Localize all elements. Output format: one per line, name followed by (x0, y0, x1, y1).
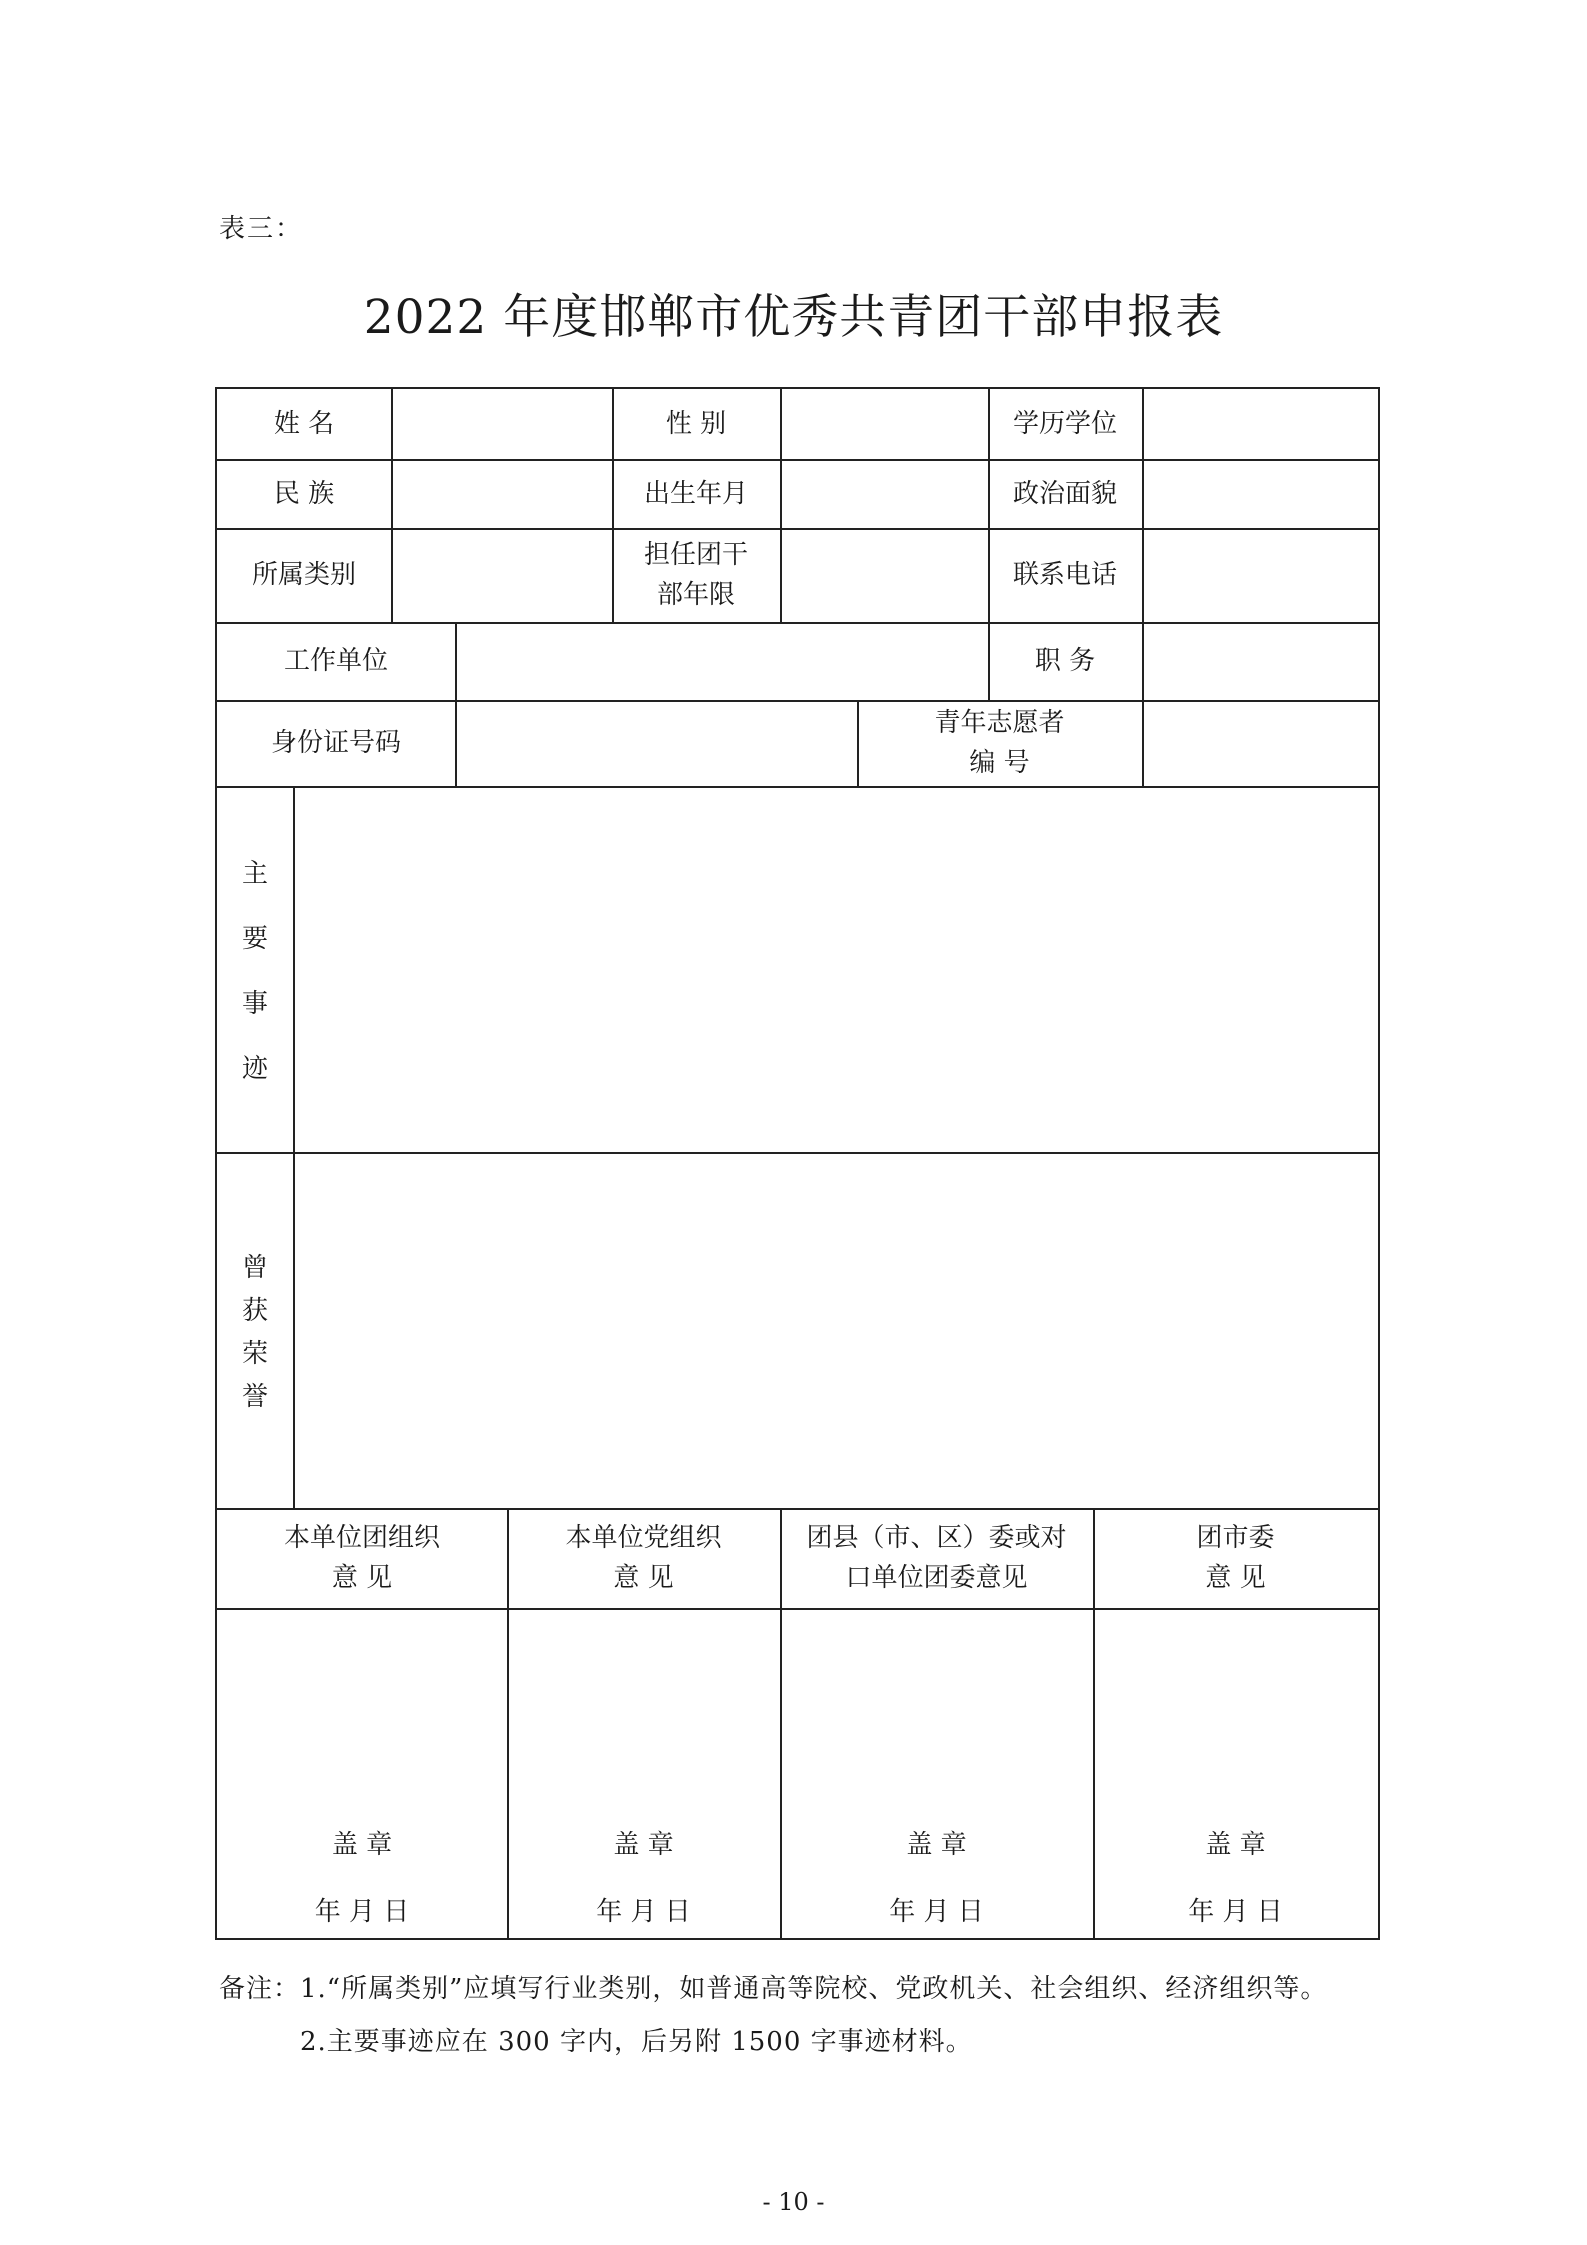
city-committee-opinion-box[interactable] (1093, 1608, 1378, 1938)
main-deeds-field[interactable] (293, 786, 1378, 1152)
party-org-opinion-header: 本单位党组织 意 见 (565, 1523, 722, 1593)
id-number-label: 身份证号码 (270, 728, 401, 758)
name-label: 姓 名 (273, 409, 335, 439)
phone-label: 联系电话 (1012, 560, 1117, 590)
position-label: 职 务 (1034, 646, 1096, 676)
category-label: 所属类别 (251, 560, 356, 590)
political-status-label: 政治面貌 (1012, 478, 1117, 509)
birth-date-field[interactable] (780, 459, 988, 528)
document-title: 2022 年度邯郸市优秀共青团干部申报表 (363, 290, 1224, 345)
volunteer-number-field[interactable] (1142, 700, 1378, 786)
category-field[interactable] (391, 528, 612, 622)
county-committee-opinion-header: 团县（市、区）委或对 口单位团委意见 (806, 1523, 1067, 1593)
education-field[interactable] (1142, 389, 1378, 459)
workplace-label: 工作单位 (283, 646, 388, 676)
ethnicity-field[interactable] (391, 459, 612, 528)
id-number-field[interactable] (455, 700, 857, 786)
document-label: 表三： (219, 214, 304, 244)
league-org-opinion-box[interactable] (217, 1608, 507, 1938)
honors-label: 曾 获 荣 誉 (241, 1253, 268, 1412)
note-line-1: 备注：1.“所属类别”应填写行业类别，如普通高等院校、党政机关、社会组织、经济组织等。 (219, 1974, 1328, 2004)
date-label: 年 月 日 (889, 1897, 984, 1927)
tenure-field[interactable] (780, 528, 988, 622)
birth-date-label: 出生年月 (643, 478, 748, 509)
party-org-opinion-box[interactable] (507, 1608, 780, 1938)
name-field[interactable] (391, 389, 612, 459)
main-deeds-label: 主 要 事 迹 (241, 859, 268, 1084)
gender-field[interactable] (780, 389, 988, 459)
date-label: 年 月 日 (314, 1897, 410, 1927)
page-number: - 10 - (762, 2188, 825, 2216)
education-label: 学历学位 (1012, 409, 1117, 439)
workplace-field[interactable] (455, 622, 988, 700)
application-form-table (215, 387, 1380, 1940)
date-label: 年 月 日 (1188, 1897, 1283, 1927)
seal-label: 盖 章 (331, 1830, 393, 1860)
volunteer-number-label: 青年志愿者 编 号 (934, 708, 1065, 778)
phone-field[interactable] (1142, 528, 1378, 622)
tenure-label: 担任团干 部年限 (643, 540, 748, 610)
seal-label: 盖 章 (613, 1830, 674, 1860)
league-org-opinion-header: 本单位团组织 意 见 (283, 1523, 440, 1593)
position-field[interactable] (1142, 622, 1378, 700)
seal-label: 盖 章 (1205, 1830, 1266, 1860)
note-line-2: 2.主要事迹应在 300 字内，后另附 1500 字事迹材料。 (300, 2027, 973, 2057)
ethnicity-label: 民 族 (273, 478, 335, 509)
seal-label: 盖 章 (906, 1830, 967, 1860)
political-status-field[interactable] (1142, 459, 1378, 528)
honors-field[interactable] (293, 1152, 1378, 1508)
city-committee-opinion-header: 团市委 意 见 (1196, 1523, 1275, 1593)
gender-label: 性 别 (665, 409, 727, 439)
county-committee-opinion-box[interactable] (780, 1608, 1093, 1938)
date-label: 年 月 日 (596, 1897, 691, 1927)
